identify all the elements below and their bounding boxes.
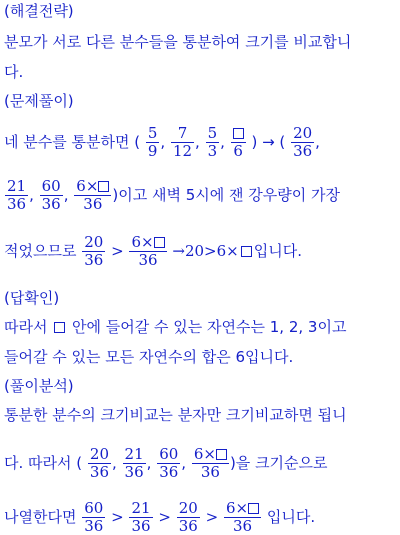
arrow-text: ) → ( — [251, 133, 286, 151]
fraction-6box-36: $\frac{6\times}{36}$ — [224, 500, 261, 535]
fraction-21-36: $\frac{21}{36}$ — [124, 445, 144, 481]
fraction-20-36: $\frac{20}{36}$ — [178, 499, 198, 535]
heading-solution-strategy: (해결전략) — [4, 2, 74, 20]
blank-box — [216, 449, 227, 460]
fraction-20-36: $\frac{20}{36}$ — [89, 445, 109, 481]
fraction-box-6: 6 — [231, 125, 246, 160]
problem-line-2: $\frac{21}{36}$ , $\frac{60}{36}$ , $\frac{6\times}{36}$ )이고 새벽 5시에 잰 강우량이 가장 — [7, 177, 341, 213]
fraction-6box-36: $\frac{6\times}{36}$ — [192, 446, 229, 481]
strategy-line-2: 다. — [4, 63, 24, 81]
blank-box — [154, 237, 165, 248]
problem-line-2-text: )이고 새벽 5시에 잰 강우량이 가장 — [112, 186, 341, 204]
problem-line-3: 적었으므로 $\frac{20}{36}$ > $\frac{6\times}{36}$ →20>6× 입니다. — [4, 233, 302, 269]
fraction-60-36: $\frac{60}{36}$ — [41, 177, 61, 213]
blank-box — [54, 322, 65, 333]
fraction-21-36: $\frac{21}{36}$ — [131, 499, 151, 535]
analysis-line-2: 다. 따라서 ( $\frac{20}{36}$ , $\frac{21}{36}$ , $\frac{60}{36}$ , $\frac{6\times}{36}$ )을 크기순으로 — [4, 445, 328, 481]
problem-intro: 네 분수를 통분하면 ( — [4, 133, 141, 151]
heading-analysis: (풀이분석) — [4, 377, 74, 395]
fraction-6box-36: $\frac{6\times}{36}$ — [74, 178, 111, 213]
fraction-5-9: $\frac{5}{9}$ — [147, 124, 158, 160]
heading-problem-solving: (문제풀이) — [4, 92, 74, 110]
fraction-60-36: $\frac{60}{36}$ — [84, 499, 104, 535]
blank-box — [241, 246, 252, 257]
fraction-20-36: $\frac{20}{36}$ — [84, 233, 104, 269]
fraction-60-36: $\frac{60}{36}$ — [159, 445, 179, 481]
blank-box — [248, 503, 259, 514]
fraction-20-36: $\frac{20}{36}$ — [293, 124, 313, 160]
fraction-7-12: $\frac{7}{12}$ — [172, 124, 193, 160]
fraction-21-36: $\frac{21}{36}$ — [7, 177, 27, 213]
blank-box — [233, 128, 244, 139]
problem-line-1: 네 분수를 통분하면 ( $\frac{5}{9}$ , $\frac{7}{12}$ , $\frac{5}{3}$ , 6 ) → ( $\frac{20}{36}$ , — [4, 124, 320, 160]
blank-box — [98, 181, 109, 192]
fraction-5-3: $\frac{5}{3}$ — [207, 124, 218, 160]
strategy-line-1: 분모가 서로 다른 분수들을 통분하여 크기를 비교합니 — [4, 33, 352, 51]
analysis-line-3: 나열한다면 $\frac{60}{36}$ > $\frac{21}{36}$ > $\frac{20}{36}$ > $\frac{6\times}{36}$ 입니다. — [4, 499, 316, 535]
check-line-2: 들어갈 수 있는 모든 자연수의 합은 6입니다. — [4, 348, 294, 366]
check-line-1: 따라서 안에 들어갈 수 있는 자연수는 1, 2, 3이고 — [4, 318, 347, 336]
analysis-line-1: 통분한 분수의 크기비교는 분자만 크기비교하면 됩니 — [4, 406, 347, 424]
heading-answer-check: (답확인) — [4, 289, 60, 307]
fraction-6box-36: $\frac{6\times}{36}$ — [129, 234, 166, 269]
